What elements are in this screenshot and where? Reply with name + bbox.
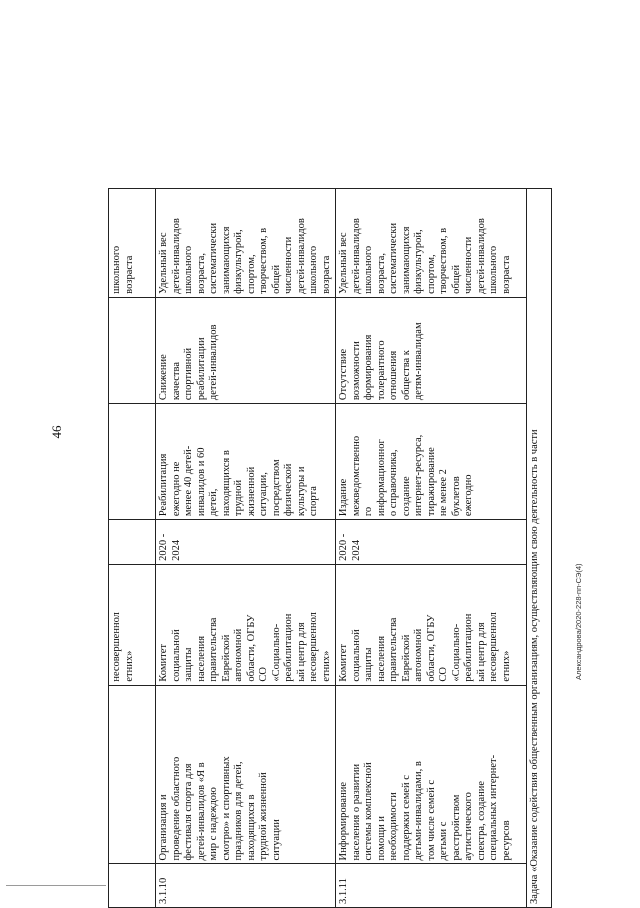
task-heading: Задача «Оказание содействия общественным организациям, осуществляющим свою деятельность в части xyxy=(527,189,552,908)
table-row-continuation xyxy=(109,189,156,908)
cell-indicator: школьного возраста xyxy=(109,189,156,298)
cell-executor: Комитет социальной защиты населения правительства Еврейской автономной области, ОГБУ СО «Социально- реабилитацион ый центр для несовершеннол етних» xyxy=(336,564,527,685)
table-row xyxy=(156,189,336,908)
cell-result: Издание межведомственно го информационног о справочника, создание интернет-ресурса, тиражирование не менее 2 буклетов ежегодно xyxy=(336,404,527,520)
cell-years: 2020 - 2024 xyxy=(156,520,336,565)
cell-executor: Комитет социальной защиты населения правительства Еврейской автономной области, ОГБУ СО «Социально- реабилитацион ый центр для несовершеннол етних» xyxy=(156,564,336,685)
cell-consequence: Снижение качества спортивной реабилитации детей-инвалидов xyxy=(156,297,336,403)
cell-num xyxy=(109,864,156,908)
cell-executor: несовершеннол етних» xyxy=(109,564,156,685)
cell-indicator: Удельный вес детей-инвалидов школьного возраста, систематически занимающихся физкультурой, спортом, творчеством, в общей численности детей-инвалидов школьного возраста xyxy=(156,189,336,298)
cell-consequence: Отсутствие возможности формирования толерантного отношения общества к детям-инвалидам xyxy=(336,297,527,403)
table-row xyxy=(336,189,527,908)
table-row-task xyxy=(527,189,552,908)
footer-divider xyxy=(6,885,106,886)
cell-result: Реабилитация ежегодно не менее 40 детей- инвалидов и 60 детей, находящихся в трудной жизненной ситуации, посредством физической культуры и спорта xyxy=(156,404,336,520)
program-table-frame xyxy=(108,188,560,908)
cell-years xyxy=(109,520,156,565)
page-number: 46 xyxy=(49,425,64,439)
cell-event xyxy=(109,685,156,864)
cell-result xyxy=(109,404,156,520)
program-table xyxy=(108,188,552,908)
cell-event: Организация и проведение областного фестиваля спорта для детей-инвалидов «Я в мир с надеждою смотрю» и спортивных праздников для детей, находящихся в трудной жизненной ситуации xyxy=(156,685,336,864)
cell-num: 3.1.11 xyxy=(336,864,527,908)
cell-consequence xyxy=(109,297,156,403)
cell-years: 2020 - 2024 xyxy=(336,520,527,565)
cell-num: 3.1.10 xyxy=(156,864,336,908)
cell-indicator: Удельный вес детей-инвалидов школьного возраста, систематически занимающихся физкультурой, спортом, творчеством, в общей численности детей-инвалидов школьного возраста xyxy=(336,189,527,298)
cell-event: Информирование населения о развитии системы комплексной помощи и необходимости поддержки семей с детьми-инвалидами, в том числе семей с детьми с расстройством аутистического спектра, создание специальных интернет- ресурсов xyxy=(336,685,527,864)
document-stamp: Александрова/2020-228-пп-СЭ(4) xyxy=(574,563,583,680)
